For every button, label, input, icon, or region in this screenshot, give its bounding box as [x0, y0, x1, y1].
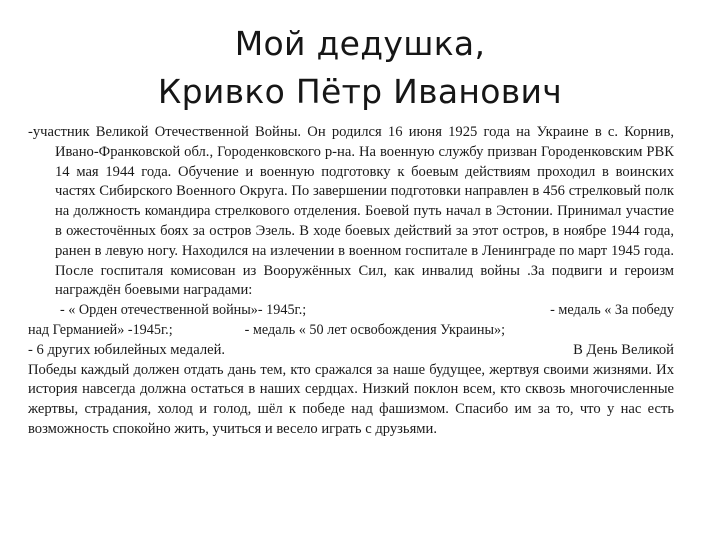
award-victory-medal: - медаль « За победу: [550, 302, 674, 319]
award-jubilee-medals: - 6 других юбилейных медалей.: [28, 341, 226, 358]
biography-paragraph: -участник Великой Отечественной Войны. Он родился 16 июня 1925 года на Украине в с. Корнив, Ивано-Франковской обл., Городенковского р-на. На военную службу призван Городенковским РВК 14 мая 1944 года. Обучение и военную подготовку к боевым действиям проходил в воинских частях Сибирского Военного Округа. По завершении подготовки направлен в 456 стрелковый полк на должность командира стрелкового отделения. Боевой путь начал в Эстонии. Принимал участие в ожесточённых боях за остров Эзель. В ходе боевых действий за этот остров, в ноябре 1944 года, ранен в левую ногу. Находился на излечении в военном госпитале в Ленинграде по март 1945 года. После госпиталя комисован из Вооружённых Сил, как инвалид войны .За подвиги и героизм награждён боевыми наградами:: [28, 124, 674, 299]
title-line-2: Кривко Пётр Иванович: [157, 72, 563, 111]
spacer: [173, 321, 245, 341]
awards-list: [28, 301, 674, 341]
awards-row-2: [28, 321, 674, 341]
closing-first-line: [28, 341, 674, 361]
award-victory-medal-continued: над Германией» -1945г.;: [28, 321, 173, 338]
closing-block: [28, 341, 674, 440]
body-text: [28, 123, 674, 440]
award-liberation-medal: - медаль « 50 лет освобождения Украины»;: [244, 321, 506, 338]
awards-row-1: [55, 301, 674, 321]
award-order-patriotic-war: - « Орден отечественной войны»- 1945г.;: [60, 302, 307, 319]
title-line-1: Мой дедушка,: [234, 24, 486, 63]
closing-start: В День Великой: [573, 341, 674, 358]
closing-paragraph: Победы каждый должен отдать дань тем, кто сражался за наше будущее, жертвуя своими жизнями. Их история навсегда должна остаться в наших сердцах. Низкий поклон всем, кто сквозь многочисленные жертвы, страдания, холод и голод, шёл к победе над фашизмом. Спасибо им за то, что у нас есть возможность спокойно жить, учиться и весело играть с друзьями.: [28, 361, 674, 437]
